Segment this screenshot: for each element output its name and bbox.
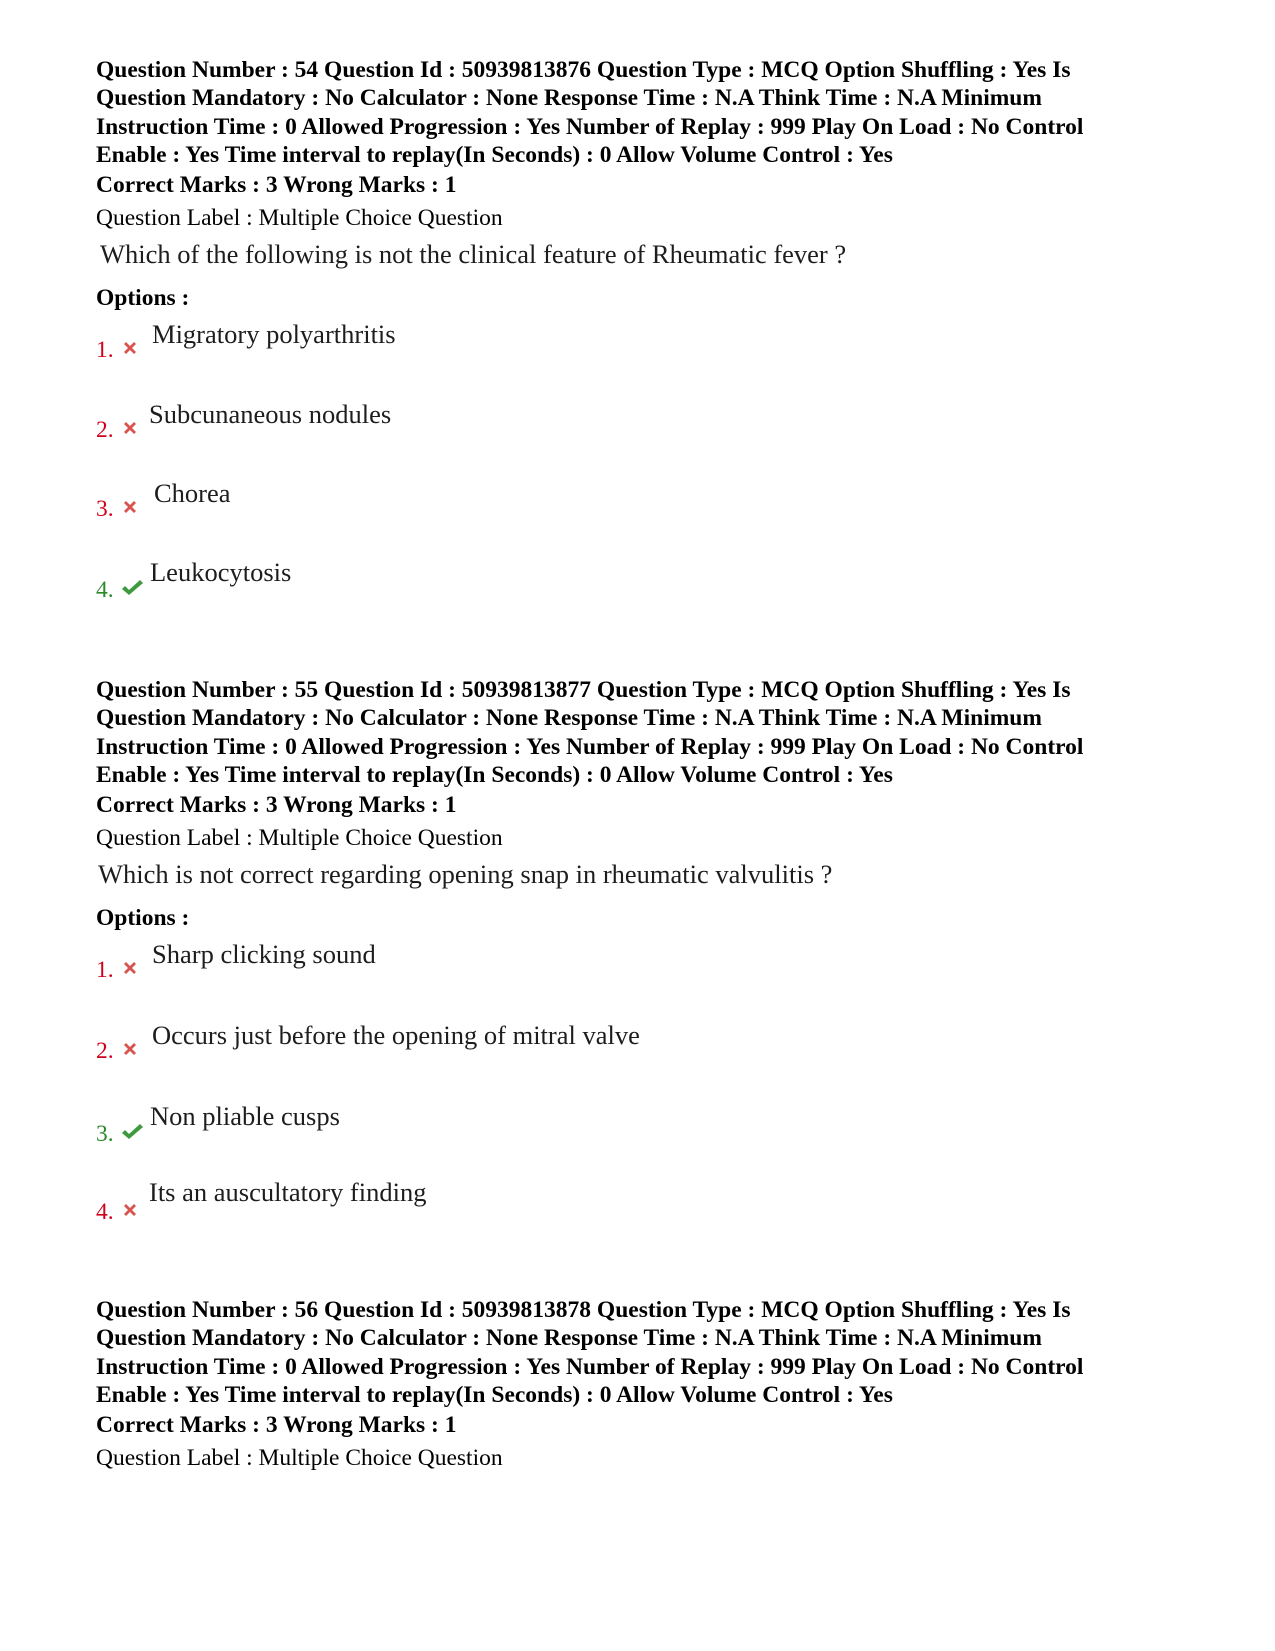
cross-icon <box>120 1039 140 1059</box>
meta-line: Question Mandatory : No Calculator : None Response Time : N.A Think Time : N.A Minimum <box>96 85 1042 112</box>
option-text: Leukocytosis <box>150 557 292 587</box>
marks-line: Correct Marks : 3 Wrong Marks : 1 <box>96 172 457 198</box>
meta-line: Question Number : 54 Question Id : 50939813876 Question Type : MCQ Option Shuffling : Yes Is <box>96 57 1071 83</box>
question-meta <box>96 56 1216 169</box>
check-icon <box>120 1122 144 1142</box>
options-title: Options : <box>96 285 190 311</box>
option-text: Occurs just before the opening of mitral valve <box>152 1020 640 1050</box>
option-2 <box>96 1019 996 1063</box>
meta-line: Instruction Time : 0 Allowed Progression : Yes Number of Replay : 999 Play On Load : No Control <box>96 113 1084 140</box>
option-4 <box>96 556 996 603</box>
meta-line: Instruction Time : 0 Allowed Progression : Yes Number of Replay : 999 Play On Load : No Control <box>96 733 1084 760</box>
question-meta <box>96 676 1216 789</box>
option-4 <box>96 1176 996 1225</box>
meta-line: Question Mandatory : No Calculator : None Response Time : N.A Think Time : N.A Minimum <box>96 1325 1042 1352</box>
option-text: Sharp clicking sound <box>152 939 376 969</box>
meta-line: Enable : Yes Time interval to replay(In Seconds) : 0 Allow Volume Control : Yes <box>96 761 893 788</box>
cross-icon <box>120 958 140 978</box>
check-icon <box>120 578 144 598</box>
option-number: 1. <box>96 337 114 363</box>
meta-line: Enable : Yes Time interval to replay(In Seconds) : 0 Allow Volume Control : Yes <box>96 141 893 168</box>
option-text: Subcunaneous nodules <box>149 399 392 429</box>
option-number: 4. <box>96 577 114 603</box>
option-2 <box>96 398 996 442</box>
option-1 <box>96 318 996 362</box>
option-number: 1. <box>96 957 114 983</box>
option-number: 3. <box>96 496 114 522</box>
option-number: 2. <box>96 1038 114 1064</box>
option-1 <box>96 938 996 982</box>
cross-icon <box>120 338 140 358</box>
question-label: Question Label : Multiple Choice Question <box>96 825 503 851</box>
meta-line: Question Number : 55 Question Id : 50939813877 Question Type : MCQ Option Shuffling : Yes Is <box>96 677 1071 703</box>
meta-line: Question Number : 56 Question Id : 50939813878 Question Type : MCQ Option Shuffling : Yes Is <box>96 1297 1071 1323</box>
option-text: Its an auscultatory finding <box>149 1177 427 1207</box>
question-meta <box>96 1296 1216 1409</box>
option-3 <box>96 1100 996 1147</box>
option-number: 4. <box>96 1199 114 1225</box>
option-text: Non pliable cusps <box>150 1101 340 1131</box>
option-number: 2. <box>96 417 114 443</box>
cross-icon <box>120 418 140 438</box>
cross-icon <box>120 1200 140 1220</box>
meta-line: Instruction Time : 0 Allowed Progression : Yes Number of Replay : 999 Play On Load : No Control <box>96 1353 1084 1380</box>
marks-line: Correct Marks : 3 Wrong Marks : 1 <box>96 1412 457 1438</box>
meta-line: Question Mandatory : No Calculator : None Response Time : N.A Think Time : N.A Minimum <box>96 705 1042 732</box>
question-block-54 <box>96 56 1216 616</box>
option-text: Chorea <box>154 478 231 508</box>
option-3 <box>96 477 996 521</box>
question-block-55 <box>96 676 1216 1236</box>
question-text: Which of the following is not the clinical feature of Rheumatic fever ? <box>100 239 847 269</box>
options-title: Options : <box>96 905 190 931</box>
question-label: Question Label : Multiple Choice Question <box>96 1445 503 1471</box>
question-block-56 <box>96 1296 1216 1496</box>
question-label: Question Label : Multiple Choice Question <box>96 205 503 231</box>
option-number: 3. <box>96 1121 114 1147</box>
question-text: Which is not correct regarding opening snap in rheumatic valvulitis ? <box>98 859 833 889</box>
marks-line: Correct Marks : 3 Wrong Marks : 1 <box>96 792 457 818</box>
cross-icon <box>120 497 140 517</box>
option-text: Migratory polyarthritis <box>152 319 396 349</box>
meta-line: Enable : Yes Time interval to replay(In Seconds) : 0 Allow Volume Control : Yes <box>96 1381 893 1408</box>
